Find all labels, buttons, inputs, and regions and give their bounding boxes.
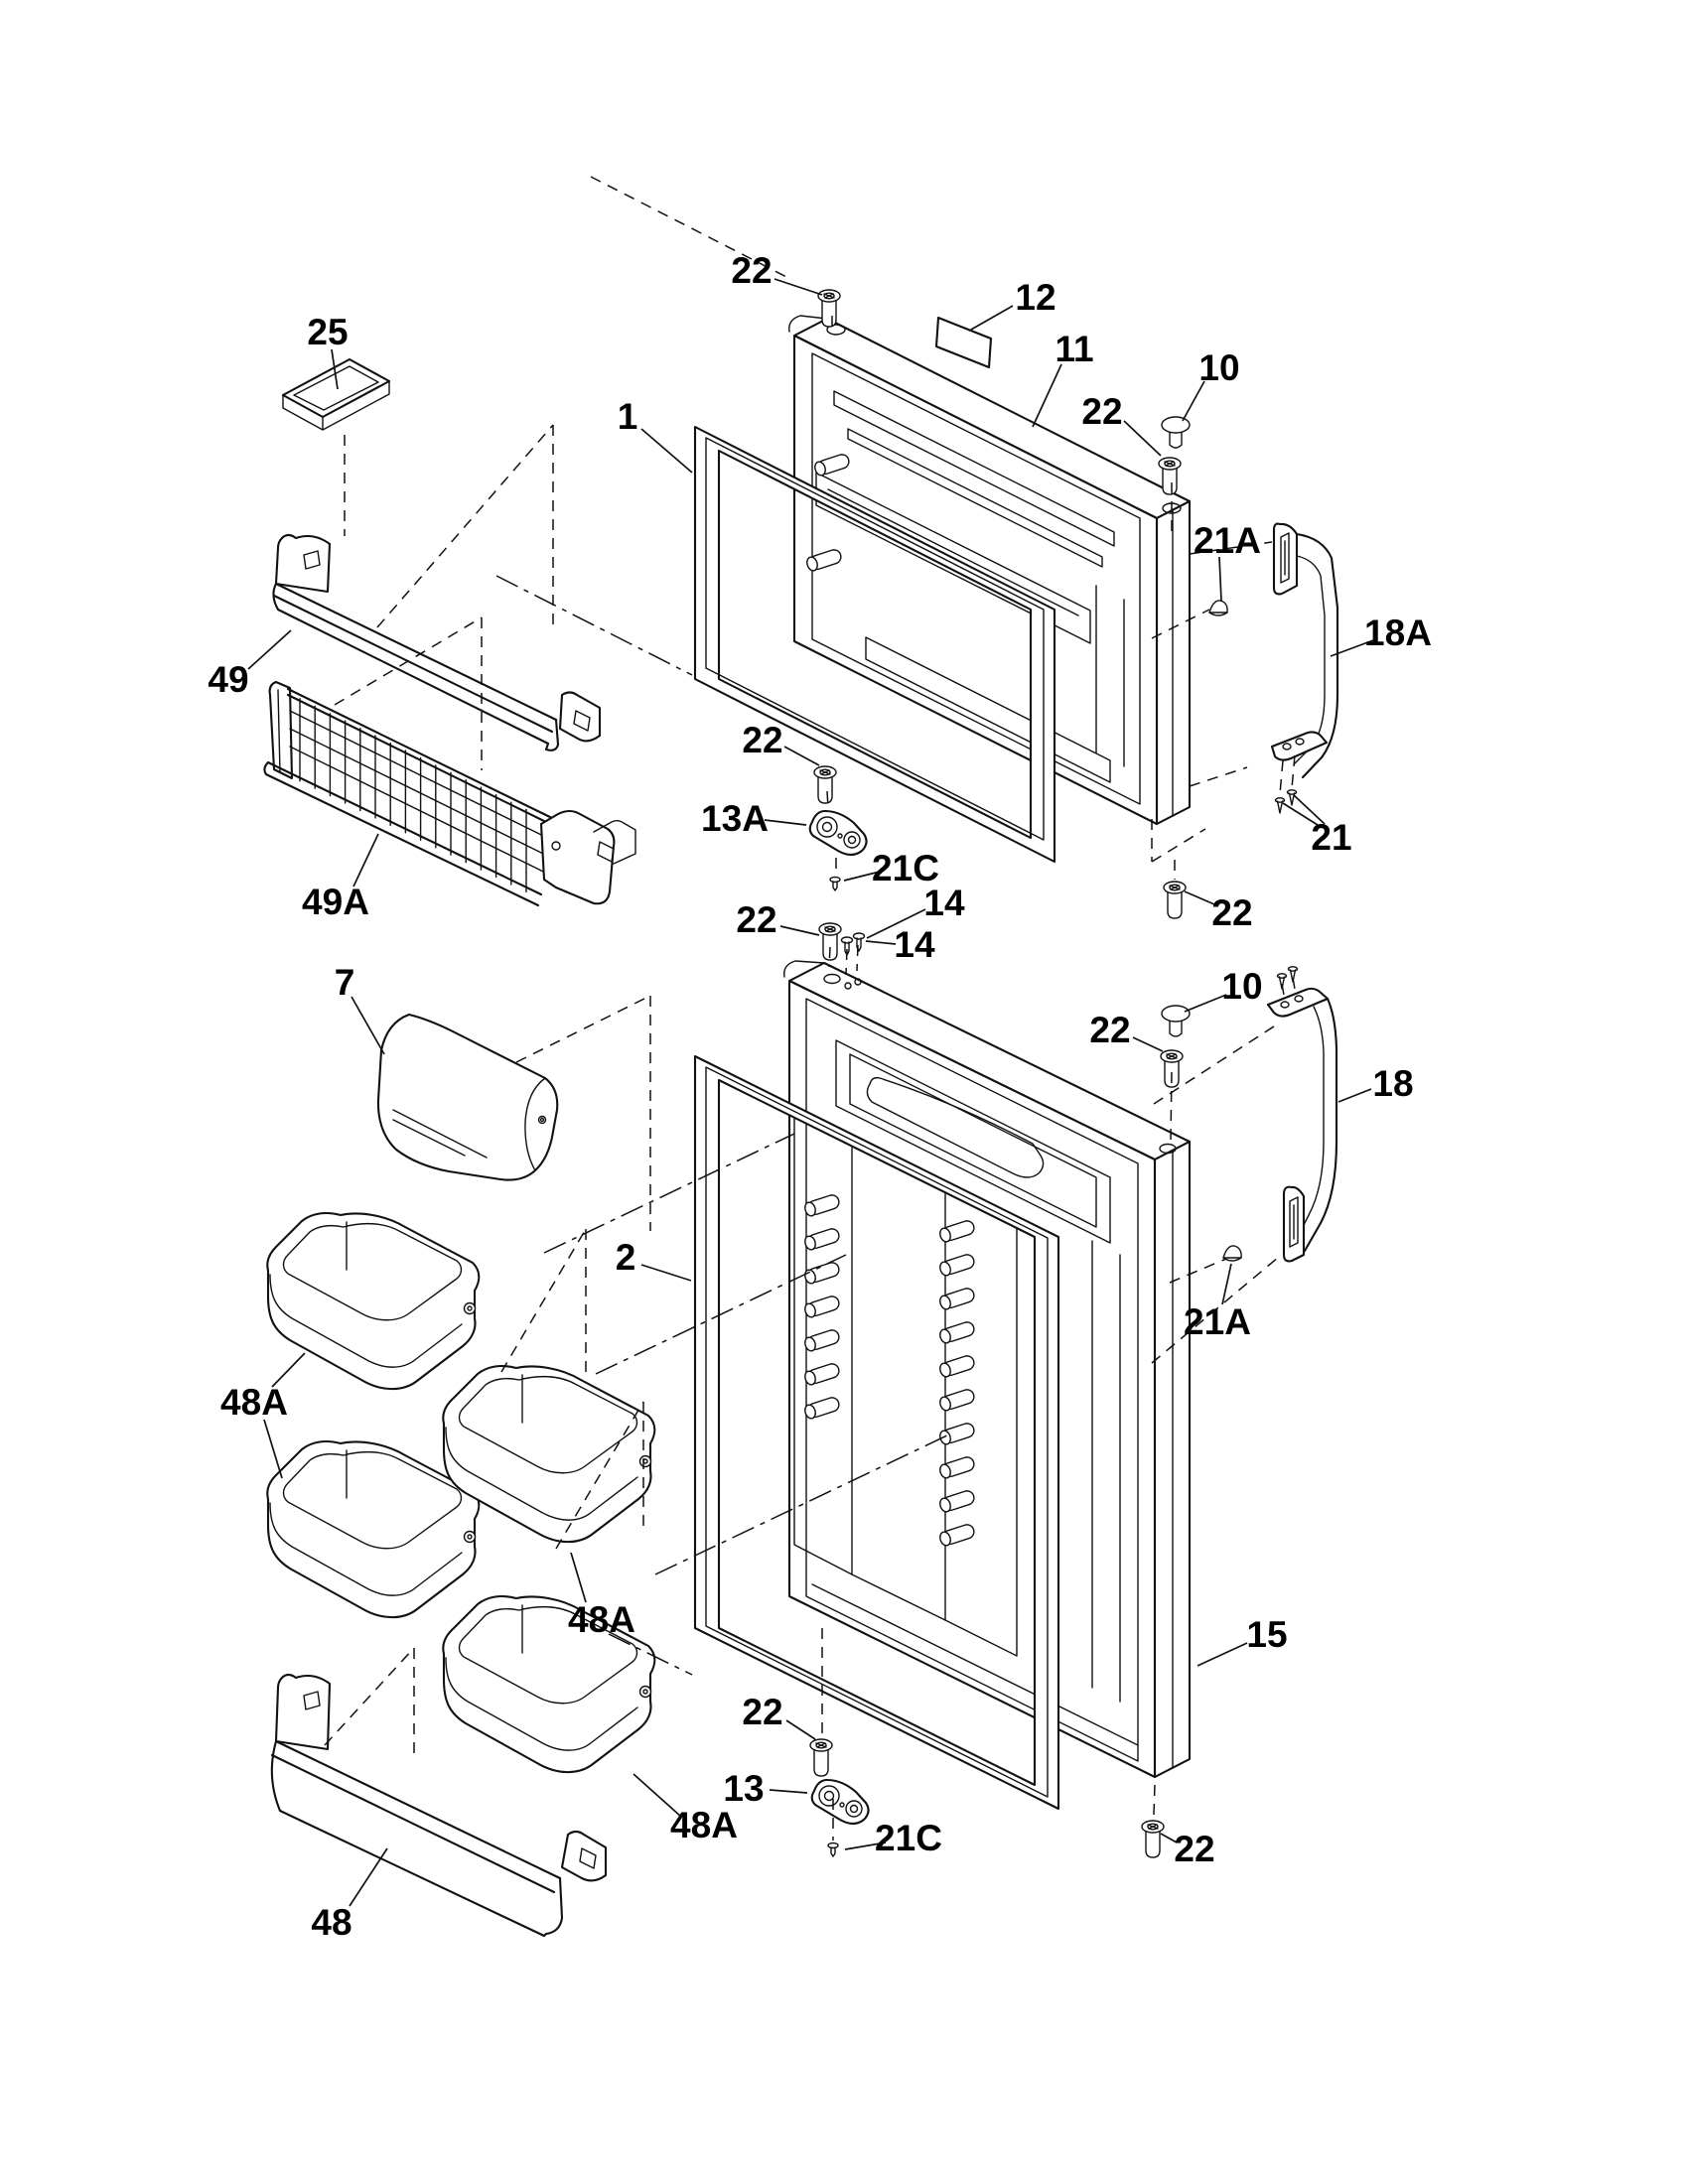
construction-dashed-line (377, 425, 553, 627)
screw-22 (810, 1739, 832, 1776)
dairy-cover (378, 1015, 557, 1180)
construction-dashed-line (1293, 978, 1296, 995)
part-callout-22: 22 (742, 720, 783, 760)
plug-button-10 (1162, 1006, 1190, 1036)
part-callout-11: 11 (1055, 329, 1094, 369)
part-callout-2: 2 (615, 1237, 636, 1278)
part-callout-13A: 13A (701, 798, 769, 839)
freezer-shelf-rail (273, 535, 600, 751)
callout-leader (571, 1553, 586, 1602)
callout-leader (1133, 1037, 1163, 1051)
callout-leader (786, 1720, 815, 1739)
callout-leader (1185, 995, 1226, 1012)
screw-22 (1164, 882, 1186, 918)
callout-leader (784, 747, 819, 765)
callout-leader (866, 941, 896, 944)
hinge-bracket (812, 1780, 869, 1824)
construction-dashed-line (1280, 760, 1283, 794)
screw-21c (828, 1843, 838, 1857)
callout-leader (1033, 364, 1061, 427)
construction-dashed-line (501, 1229, 586, 1372)
part-callout-15: 15 (1246, 1614, 1288, 1655)
callout-leader (971, 306, 1013, 330)
part-callout-22: 22 (1089, 1010, 1131, 1050)
plug-button-10 (1162, 417, 1190, 448)
part-callout-1: 1 (617, 396, 638, 437)
part-callout-48A: 48A (670, 1805, 738, 1845)
part-callout-22: 22 (742, 1692, 783, 1732)
callout-leader (1338, 1089, 1371, 1102)
part-callout-18A: 18A (1364, 613, 1432, 653)
callout-leader (1219, 557, 1221, 601)
construction-dashed-line (516, 996, 650, 1062)
callout-leader (353, 834, 378, 887)
part-callout-22: 22 (1081, 391, 1123, 432)
part-callout-12: 12 (1015, 277, 1056, 318)
part-callout-21A: 21A (1184, 1301, 1251, 1342)
part-callout-48A: 48A (220, 1382, 288, 1423)
part-callout-22: 22 (1211, 892, 1253, 933)
callout-leader (1197, 1643, 1247, 1666)
callout-leader (1185, 891, 1214, 904)
construction-dashed-line (1292, 755, 1295, 788)
screw-22 (814, 766, 836, 803)
part-callout-21C: 21C (872, 848, 939, 888)
fresh-food-door-handle (1268, 989, 1336, 1262)
callout-leader (248, 630, 291, 669)
part-callout-49: 49 (208, 659, 249, 700)
construction-dashdot-line (496, 576, 692, 675)
construction-dashed-line (1190, 767, 1247, 786)
part-callout-22: 22 (736, 899, 777, 940)
callout-leader (641, 429, 692, 473)
fresh-food-door-panel (784, 961, 1190, 1777)
callout-leader (1124, 421, 1161, 456)
construction-dashed-line (325, 1648, 414, 1745)
callout-leader (641, 1265, 691, 1281)
clip-21a (1209, 601, 1227, 615)
part-callout-10: 10 (1198, 347, 1240, 388)
callout-leader (770, 1790, 807, 1793)
part-callout-21A: 21A (1194, 520, 1261, 561)
part-callout-10: 10 (1221, 966, 1263, 1007)
basket-wire (290, 747, 544, 872)
callout-leader (352, 997, 384, 1054)
part-callout-7: 7 (334, 962, 355, 1003)
construction-dashed-line (846, 949, 847, 975)
door-bin-48a (267, 1213, 479, 1389)
part-callout-49A: 49A (302, 882, 369, 922)
screw-22 (1142, 1821, 1164, 1857)
part-callout-22: 22 (1174, 1829, 1215, 1869)
screw-21c (830, 878, 840, 891)
callout-leader (774, 279, 822, 295)
part-callout-25: 25 (307, 312, 349, 352)
freezer-door-handle (1272, 524, 1337, 777)
part-callout-22: 22 (731, 250, 773, 291)
construction-dashed-line (1171, 1072, 1172, 1140)
construction-dashed-line (827, 791, 828, 808)
construction-dashed-line (1152, 829, 1205, 862)
nameplate-badge (936, 318, 991, 367)
callout-leader (780, 926, 819, 935)
part-callout-14: 14 (923, 883, 965, 923)
part-callout-18: 18 (1372, 1063, 1414, 1104)
construction-dashed-line (829, 947, 830, 967)
basket-wire (290, 711, 544, 836)
callout-leader (765, 820, 806, 825)
door-stop-tray (283, 359, 389, 430)
part-callout-14: 14 (894, 924, 935, 965)
part-callout-13: 13 (723, 1768, 765, 1809)
screw-21 (1276, 798, 1285, 813)
construction-dashed-line (335, 617, 482, 705)
callout-leader (264, 1420, 282, 1478)
part-callout-21: 21 (1311, 817, 1352, 858)
part-callout-48A: 48A (568, 1599, 635, 1640)
screw-21 (1288, 790, 1297, 805)
callout-leader (350, 1848, 387, 1906)
screw-14 (854, 933, 865, 951)
construction-dashed-line (857, 945, 858, 971)
part-callout-21C: 21C (875, 1818, 942, 1858)
hinge-bracket (810, 811, 867, 855)
part-callout-48: 48 (311, 1902, 352, 1943)
construction-dashed-line (1154, 1785, 1155, 1815)
